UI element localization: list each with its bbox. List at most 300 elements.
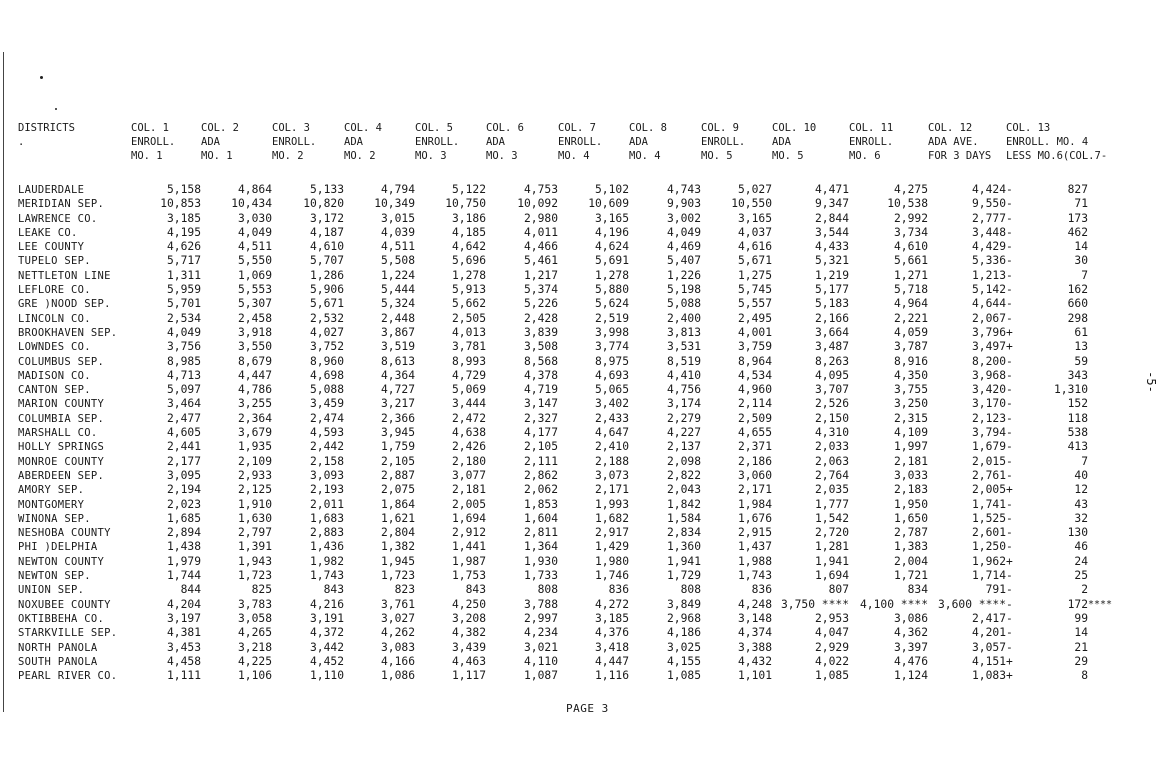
footnote-flag xyxy=(1088,283,1130,297)
cell-col-3: 3,752 xyxy=(309,340,344,354)
cell-col-12: 5,336 xyxy=(971,254,1006,268)
difference-value: 172 xyxy=(1067,597,1088,611)
difference-value: 413 xyxy=(1067,440,1088,454)
table-row xyxy=(18,440,1130,454)
footnote-flag xyxy=(1088,612,1130,626)
cell-col-10: 2,063 xyxy=(814,454,849,468)
cell-col-1: 4,204 xyxy=(166,597,201,611)
cell-col-12: 2,601 xyxy=(971,526,1006,540)
cell-col-12: 2,761 xyxy=(971,468,1006,482)
header-row xyxy=(18,121,1130,183)
cell-col-4: 4,794 xyxy=(380,183,415,196)
cell-col-3: 5,707 xyxy=(309,254,344,268)
cell-col-10: 1,281 xyxy=(814,540,849,554)
cell-col-3: 3,191 xyxy=(309,611,344,625)
cell-col-10: 1,085 xyxy=(814,669,849,683)
cell-col-9: 8,964 xyxy=(737,354,772,368)
cell-col-1: 3,185 xyxy=(166,211,201,225)
cell-col-9: 5,671 xyxy=(737,254,772,268)
cell-col-11: 5,661 xyxy=(893,254,928,268)
difference-sign: + xyxy=(1006,483,1013,497)
cell-col-6: 4,011 xyxy=(523,225,558,239)
cell-col-3: 2,474 xyxy=(309,411,344,425)
cell-col-4: 2,448 xyxy=(380,311,415,325)
district-name: UNION SEP. xyxy=(18,584,85,597)
cell-col-7: 836 xyxy=(608,583,629,597)
cell-col-3: 3,442 xyxy=(309,640,344,654)
cell-col-9: 3,148 xyxy=(737,611,772,625)
footnote-flag: **** xyxy=(1088,598,1113,610)
footnote-flag xyxy=(1088,440,1130,454)
cell-col-8: 2,822 xyxy=(666,468,701,482)
cell-col-7: 2,188 xyxy=(594,454,629,468)
difference-sign: - xyxy=(1006,197,1013,211)
difference-value: 46 xyxy=(1074,540,1088,554)
header-col-8: COL. 8 ADA MO. 4 xyxy=(629,122,667,163)
cell-col-11: 5,718 xyxy=(893,283,928,297)
district-name: LAUDERDALE xyxy=(18,184,85,196)
cell-col-11: 2,221 xyxy=(893,311,928,325)
table-row xyxy=(18,655,1130,669)
table-row xyxy=(18,254,1130,268)
cell-col-10: 1,694 xyxy=(814,569,849,583)
cell-col-5: 2,180 xyxy=(451,454,486,468)
cell-col-8: 5,088 xyxy=(666,297,701,311)
cell-col-9: 5,027 xyxy=(737,183,772,196)
difference-sign: - xyxy=(1006,440,1013,454)
cell-col-11: 4,275 xyxy=(893,183,928,196)
district-name: TUPELO SEP. xyxy=(18,255,91,268)
district-name: MERIDIAN SEP. xyxy=(18,198,105,211)
difference-value: 40 xyxy=(1074,468,1088,482)
difference-sign: + xyxy=(1006,669,1013,683)
cell-col-9: 5,745 xyxy=(737,283,772,297)
difference-sign: - xyxy=(1006,225,1013,239)
cell-col-10: 2,166 xyxy=(814,311,849,325)
cell-col-10: 5,321 xyxy=(814,254,849,268)
difference-sign: + xyxy=(1006,554,1013,568)
cell-col-3: 3,093 xyxy=(309,468,344,482)
footnote-flag xyxy=(1088,240,1130,254)
district-name: PHI )DELPHIA xyxy=(18,541,98,554)
cell-col-12: 3,448 xyxy=(971,225,1006,239)
cell-col-9: 2,915 xyxy=(737,526,772,540)
difference-sign: - xyxy=(1006,611,1013,625)
cell-col-7: 4,624 xyxy=(594,240,629,254)
table-row xyxy=(18,426,1130,440)
cell-col-2: 5,553 xyxy=(237,283,272,297)
cell-col-11: 1,997 xyxy=(893,440,928,454)
table-row xyxy=(18,212,1130,226)
district-name: LINCOLN CO. xyxy=(18,312,91,325)
cell-col-4: 3,217 xyxy=(380,397,415,411)
footnote-flag xyxy=(1088,426,1130,440)
cell-col-6: 4,110 xyxy=(523,654,558,668)
cell-col-3: 843 xyxy=(323,583,344,597)
district-name: LEE COUNTY xyxy=(18,241,85,254)
stray-mark xyxy=(40,76,43,79)
cell-col-4: 823 xyxy=(394,583,415,597)
cell-col-5: 3,781 xyxy=(451,340,486,354)
cell-col-5: 3,077 xyxy=(451,468,486,482)
district-name: MONROE COUNTY xyxy=(18,455,105,468)
cell-col-10: 1,219 xyxy=(814,268,849,282)
cell-col-5: 2,005 xyxy=(451,497,486,511)
district-name: STARKVILLE SEP. xyxy=(18,627,118,640)
cell-col-1: 5,959 xyxy=(166,283,201,297)
cell-col-10: 2,764 xyxy=(814,468,849,482)
cell-col-11: 3,033 xyxy=(893,468,928,482)
table-body xyxy=(18,183,1130,683)
cell-col-5: 5,122 xyxy=(451,183,486,196)
footnote-flag xyxy=(1088,340,1130,354)
left-margin-rule xyxy=(3,52,4,712)
cell-col-10: 3,664 xyxy=(814,325,849,339)
difference-value: 43 xyxy=(1074,497,1088,511)
cell-col-12: 3,794 xyxy=(971,426,1006,440)
cell-col-6: 2,428 xyxy=(523,311,558,325)
footnote-flag xyxy=(1088,569,1130,583)
cell-col-12: 8,200 xyxy=(971,354,1006,368)
cell-col-2: 8,679 xyxy=(237,354,272,368)
district-name: BROOKHAVEN SEP. xyxy=(18,326,118,339)
cell-col-1: 844 xyxy=(180,583,201,597)
cell-col-10: 5,177 xyxy=(814,283,849,297)
difference-sign: - xyxy=(1006,497,1013,511)
cell-col-1: 10,853 xyxy=(160,197,201,211)
cell-col-8: 4,469 xyxy=(666,240,701,254)
cell-col-4: 10,349 xyxy=(374,197,415,211)
cell-col-1: 2,894 xyxy=(166,526,201,540)
cell-col-10: 1,777 xyxy=(814,497,849,511)
cell-col-5: 10,750 xyxy=(445,197,486,211)
cell-col-1: 1,685 xyxy=(166,511,201,525)
table-row xyxy=(18,383,1130,397)
cell-col-4: 3,015 xyxy=(380,211,415,225)
cell-col-5: 1,441 xyxy=(451,540,486,554)
cell-col-8: 5,198 xyxy=(666,283,701,297)
table-row xyxy=(18,412,1130,426)
cell-col-1: 4,195 xyxy=(166,225,201,239)
difference-sign: - xyxy=(1006,426,1013,440)
table-row xyxy=(18,555,1130,569)
cell-col-12: 5,142 xyxy=(971,283,1006,297)
cell-col-1: 2,194 xyxy=(166,483,201,497)
difference-value: 660 xyxy=(1067,297,1088,311)
cell-col-3: 5,906 xyxy=(309,283,344,297)
difference-value: 8 xyxy=(1081,669,1088,683)
cell-col-8: 2,098 xyxy=(666,454,701,468)
table-row xyxy=(18,569,1130,583)
cell-col-9: 4,534 xyxy=(737,368,772,382)
district-name: PEARL RIVER CO. xyxy=(18,670,118,683)
cell-col-9: 4,248 xyxy=(737,597,772,611)
cell-col-10: 3,487 xyxy=(814,340,849,354)
cell-col-4: 5,324 xyxy=(380,297,415,311)
table-row xyxy=(18,540,1130,554)
cell-col-1: 5,717 xyxy=(166,254,201,268)
cell-col-9: 1,676 xyxy=(737,511,772,525)
cell-col-7: 2,433 xyxy=(594,411,629,425)
cell-col-6: 10,092 xyxy=(517,197,558,211)
cell-col-9: 10,550 xyxy=(731,197,772,211)
cell-col-3: 2,442 xyxy=(309,440,344,454)
district-name: NESHOBA COUNTY xyxy=(18,527,111,540)
enrollment-table xyxy=(18,121,1130,683)
cell-col-10: 1,542 xyxy=(814,511,849,525)
cell-col-10: 2,033 xyxy=(814,440,849,454)
cell-col-11: 4,476 xyxy=(893,654,928,668)
cell-col-9: 5,557 xyxy=(737,297,772,311)
table-row xyxy=(18,512,1130,526)
cell-col-8: 9,903 xyxy=(666,197,701,211)
cell-col-7: 1,682 xyxy=(594,511,629,525)
footnote-flag xyxy=(1088,641,1130,655)
header-col-9: COL. 9 ENROLL. MO. 5 xyxy=(701,122,746,163)
difference-sign: - xyxy=(1006,597,1013,611)
header-col-10: COL. 10 ADA MO. 5 xyxy=(772,122,817,163)
cell-col-1: 2,534 xyxy=(166,311,201,325)
cell-col-2: 1,935 xyxy=(237,440,272,454)
cell-col-1: 5,701 xyxy=(166,297,201,311)
side-page-mark: -5- xyxy=(1143,371,1158,393)
footnote-flag xyxy=(1088,326,1130,340)
header-col-6: COL. 6 ADA MO. 3 xyxy=(486,122,524,163)
footnote-flag xyxy=(1088,369,1130,383)
cell-col-2: 1,106 xyxy=(237,669,272,683)
cell-col-8: 2,137 xyxy=(666,440,701,454)
cell-col-12: 2,123 xyxy=(971,411,1006,425)
district-name: LEFLORE CO. xyxy=(18,284,91,297)
cell-col-2: 2,109 xyxy=(237,454,272,468)
cell-col-5: 3,444 xyxy=(451,397,486,411)
cell-col-4: 1,945 xyxy=(380,554,415,568)
cell-col-6: 4,753 xyxy=(523,183,558,196)
difference-value: 7 xyxy=(1081,268,1088,282)
cell-col-6: 4,177 xyxy=(523,426,558,440)
cell-col-11: 3,397 xyxy=(893,640,928,654)
difference-value: 13 xyxy=(1074,340,1088,354)
cell-col-8: 1,085 xyxy=(666,669,701,683)
cell-col-10: 2,526 xyxy=(814,397,849,411)
district-name: WINONA SEP. xyxy=(18,512,91,525)
cell-col-11: 1,124 xyxy=(893,669,928,683)
cell-col-4: 1,382 xyxy=(380,540,415,554)
table-row xyxy=(18,669,1130,683)
footnote-flag xyxy=(1088,269,1130,283)
cell-col-8: 2,043 xyxy=(666,483,701,497)
cell-col-1: 3,197 xyxy=(166,611,201,625)
cell-col-4: 3,867 xyxy=(380,325,415,339)
cell-col-2: 4,786 xyxy=(237,383,272,397)
table-row xyxy=(18,355,1130,369)
cell-col-5: 2,181 xyxy=(451,483,486,497)
cell-col-10: 8,263 xyxy=(814,354,849,368)
cell-col-2: 4,511 xyxy=(237,240,272,254)
footnote-flag xyxy=(1088,669,1130,683)
difference-sign: + xyxy=(1006,325,1013,339)
cell-col-12: 4,429 xyxy=(971,240,1006,254)
footnote-flag xyxy=(1088,655,1130,669)
cell-col-4: 3,945 xyxy=(380,426,415,440)
cell-col-1: 1,311 xyxy=(166,268,201,282)
table-row xyxy=(18,526,1130,540)
cell-col-5: 1,753 xyxy=(451,569,486,583)
difference-sign: - xyxy=(1006,368,1013,382)
stray-mark xyxy=(55,108,57,110)
difference-sign: + xyxy=(1006,654,1013,668)
difference-value: 298 xyxy=(1067,311,1088,325)
cell-col-8: 3,531 xyxy=(666,340,701,354)
cell-col-1: 4,458 xyxy=(166,654,201,668)
cell-col-5: 5,662 xyxy=(451,297,486,311)
cell-col-4: 5,444 xyxy=(380,283,415,297)
cell-col-10: 2,720 xyxy=(814,526,849,540)
cell-col-3: 1,286 xyxy=(309,268,344,282)
cell-col-7: 10,609 xyxy=(588,197,629,211)
cell-col-10: 4,471 xyxy=(814,183,849,196)
cell-col-4: 1,723 xyxy=(380,569,415,583)
difference-value: 7 xyxy=(1081,454,1088,468)
cell-col-1: 1,111 xyxy=(166,669,201,683)
table-row xyxy=(18,598,1130,612)
cell-col-2: 4,049 xyxy=(237,225,272,239)
cell-col-8: 2,279 xyxy=(666,411,701,425)
table-row xyxy=(18,326,1130,340)
cell-col-10: 2,150 xyxy=(814,411,849,425)
difference-sign: - xyxy=(1006,397,1013,411)
cell-col-6: 3,147 xyxy=(523,397,558,411)
cell-col-6: 1,217 xyxy=(523,268,558,282)
cell-col-7: 4,647 xyxy=(594,426,629,440)
cell-col-5: 4,185 xyxy=(451,225,486,239)
cell-col-6: 1,930 xyxy=(523,554,558,568)
cell-col-4: 1,086 xyxy=(380,669,415,683)
cell-col-8: 3,813 xyxy=(666,325,701,339)
cell-col-7: 1,980 xyxy=(594,554,629,568)
cell-col-6: 4,719 xyxy=(523,383,558,397)
difference-sign: - xyxy=(1006,240,1013,254)
cell-col-11: 3,755 xyxy=(893,383,928,397)
page-number: PAGE 3 xyxy=(566,702,609,715)
cell-col-12: 3,057 xyxy=(971,640,1006,654)
cell-col-12: 2,417 xyxy=(971,611,1006,625)
cell-col-6: 2,105 xyxy=(523,440,558,454)
cell-col-12: 3,796 xyxy=(971,325,1006,339)
cell-col-8: 5,407 xyxy=(666,254,701,268)
cell-col-10: 1,941 xyxy=(814,554,849,568)
cell-col-9: 4,616 xyxy=(737,240,772,254)
difference-value: 30 xyxy=(1074,254,1088,268)
cell-col-12: 4,644 xyxy=(971,297,1006,311)
footnote-flag xyxy=(1088,197,1130,211)
cell-col-4: 5,508 xyxy=(380,254,415,268)
cell-col-6: 5,226 xyxy=(523,297,558,311)
cell-col-10: 2,953 xyxy=(814,611,849,625)
cell-col-10: 9,347 xyxy=(814,197,849,211)
cell-col-3: 5,133 xyxy=(309,183,344,196)
cell-col-9: 4,374 xyxy=(737,626,772,640)
table-row xyxy=(18,197,1130,211)
cell-col-5: 4,013 xyxy=(451,325,486,339)
difference-value: 29 xyxy=(1074,654,1088,668)
cell-col-3: 4,027 xyxy=(309,325,344,339)
table-row xyxy=(18,183,1130,197)
cell-col-7: 3,774 xyxy=(594,340,629,354)
cell-col-5: 5,069 xyxy=(451,383,486,397)
cell-col-1: 2,023 xyxy=(166,497,201,511)
footnote-flag xyxy=(1088,383,1130,397)
cell-col-9: 2,371 xyxy=(737,440,772,454)
cell-col-3: 4,452 xyxy=(309,654,344,668)
footnote-flag xyxy=(1088,254,1130,268)
cell-col-2: 4,447 xyxy=(237,368,272,382)
cell-col-8: 4,410 xyxy=(666,368,701,382)
cell-col-8: 4,227 xyxy=(666,426,701,440)
cell-col-2: 3,030 xyxy=(237,211,272,225)
cell-col-7: 3,998 xyxy=(594,325,629,339)
difference-value: 59 xyxy=(1074,354,1088,368)
footnote-flag xyxy=(1088,397,1130,411)
cell-col-12: 2,015 xyxy=(971,454,1006,468)
cell-col-1: 8,985 xyxy=(166,354,201,368)
cell-col-10: 2,035 xyxy=(814,483,849,497)
difference-sign: - xyxy=(1006,254,1013,268)
cell-col-7: 3,185 xyxy=(594,611,629,625)
cell-col-12: 1,083 xyxy=(971,669,1006,683)
cell-col-5: 4,729 xyxy=(451,368,486,382)
difference-value: 462 xyxy=(1067,225,1088,239)
cell-col-12: 4,201 xyxy=(971,626,1006,640)
cell-col-10: 4,095 xyxy=(814,368,849,382)
cell-col-11: 8,916 xyxy=(893,354,928,368)
difference-sign: - xyxy=(1006,311,1013,325)
cell-col-5: 1,987 xyxy=(451,554,486,568)
cell-col-4: 1,864 xyxy=(380,497,415,511)
header-col-11: COL. 11 ENROLL. MO. 6 xyxy=(849,122,894,163)
cell-col-11: 1,271 xyxy=(893,268,928,282)
cell-col-7: 4,447 xyxy=(594,654,629,668)
cell-col-6: 4,466 xyxy=(523,240,558,254)
difference-value: 173 xyxy=(1067,211,1088,225)
cell-col-7: 1,429 xyxy=(594,540,629,554)
cell-col-4: 4,262 xyxy=(380,626,415,640)
cell-col-6: 3,788 xyxy=(523,597,558,611)
cell-col-9: 1,437 xyxy=(737,540,772,554)
cell-col-1: 4,605 xyxy=(166,426,201,440)
cell-col-3: 4,187 xyxy=(309,225,344,239)
cell-col-1: 3,453 xyxy=(166,640,201,654)
table-row xyxy=(18,297,1130,311)
cell-col-10: 3,750 **** xyxy=(780,597,849,611)
difference-sign: - xyxy=(1006,583,1013,597)
cell-col-6: 1,604 xyxy=(523,511,558,525)
cell-col-12: 3,968 xyxy=(971,368,1006,382)
cell-col-4: 8,613 xyxy=(380,354,415,368)
table-row xyxy=(18,455,1130,469)
footnote-flag xyxy=(1088,312,1130,326)
footnote-flag xyxy=(1088,626,1130,640)
cell-col-2: 1,391 xyxy=(237,540,272,554)
cell-col-4: 4,039 xyxy=(380,225,415,239)
cell-col-3: 2,193 xyxy=(309,483,344,497)
cell-col-4: 2,075 xyxy=(380,483,415,497)
cell-col-1: 4,713 xyxy=(166,368,201,382)
cell-col-10: 4,047 xyxy=(814,626,849,640)
cell-col-3: 3,459 xyxy=(309,397,344,411)
cell-col-7: 4,196 xyxy=(594,225,629,239)
cell-col-6: 2,327 xyxy=(523,411,558,425)
